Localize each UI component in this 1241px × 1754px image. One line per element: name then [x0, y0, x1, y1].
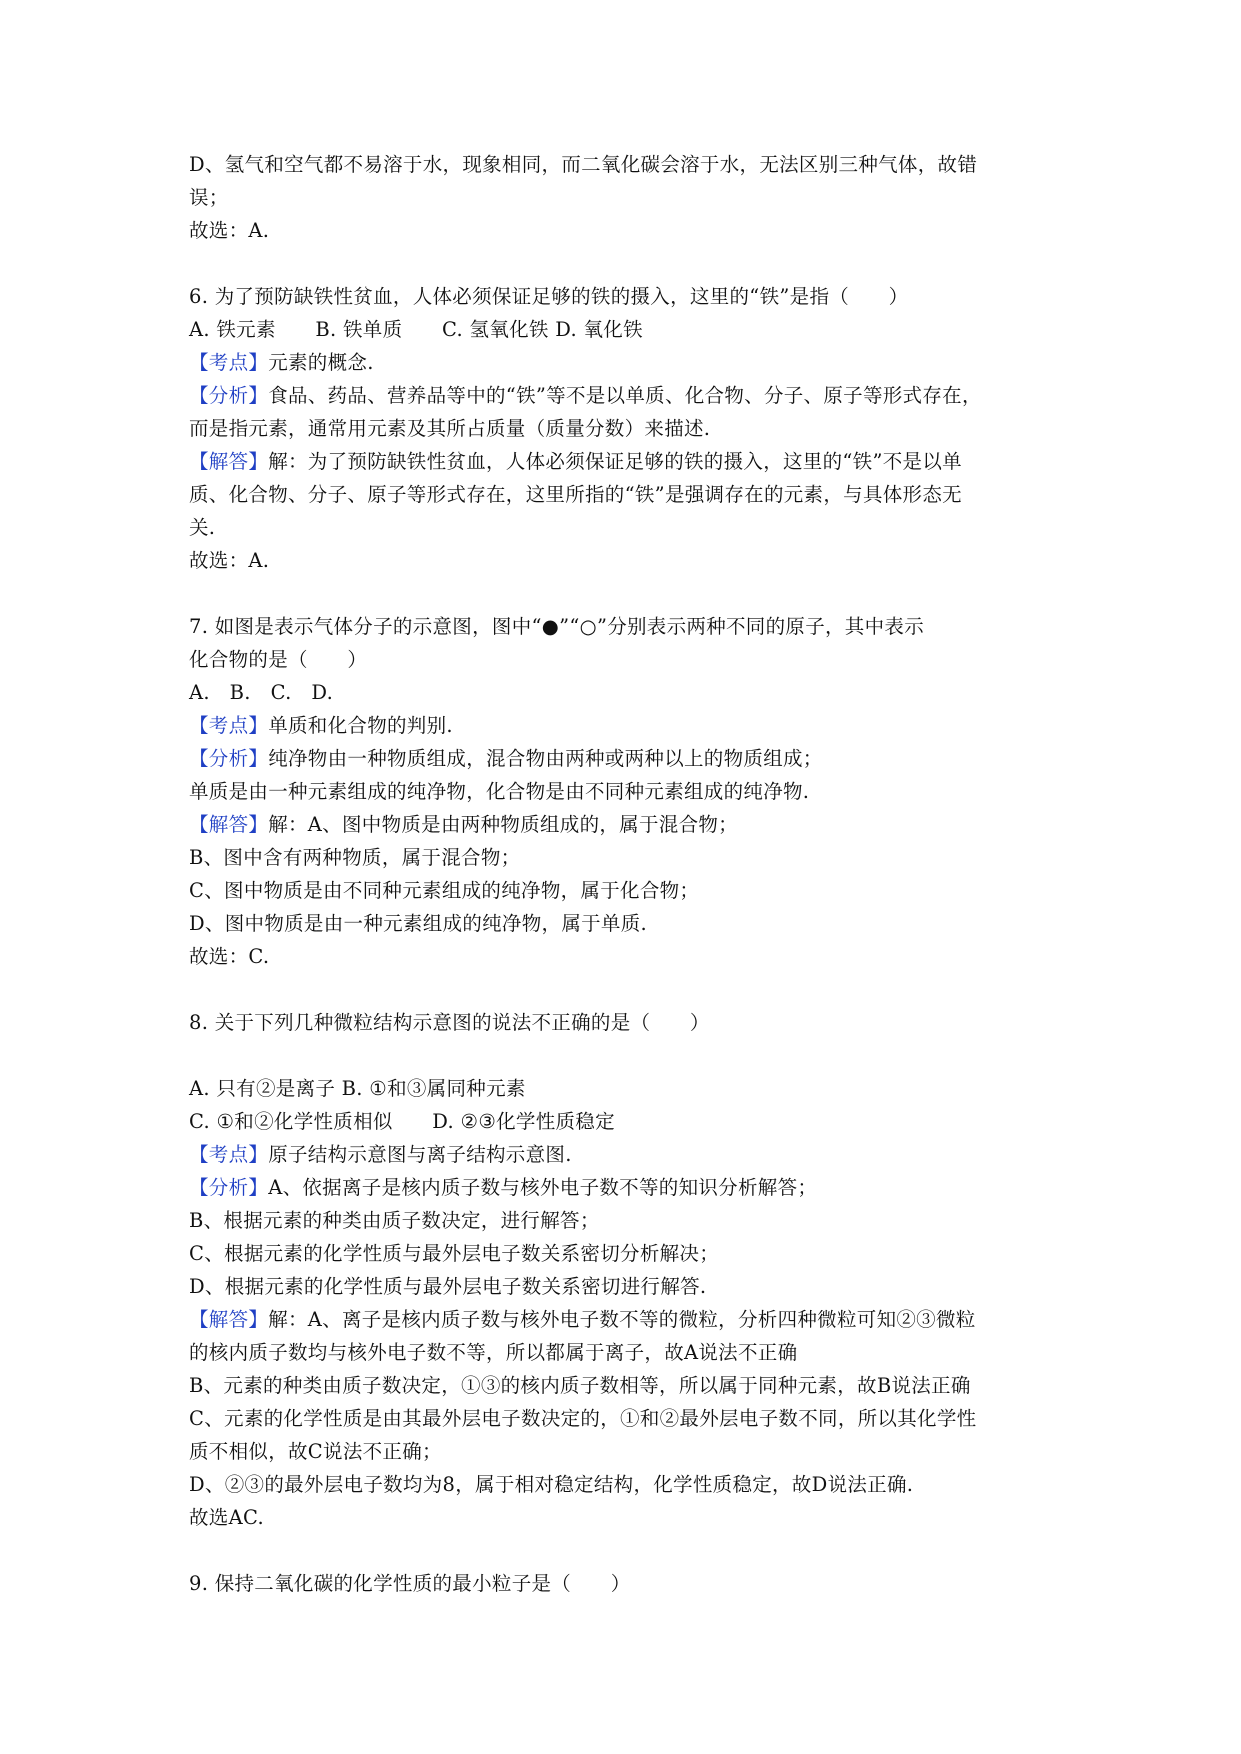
- document-page: [189, 148, 1059, 1600]
- question-8-stem: 8. 关于下列几种微粒结构示意图的说法不正确的是（ ）: [189, 1011, 710, 1034]
- answer-line: 故选：C.: [189, 945, 270, 968]
- fenxi-tag: 【分析】: [189, 747, 269, 770]
- text-line: 的核内质子数均与核外电子数不等，所以都属于离子，故A说法不正确: [189, 1341, 798, 1364]
- question-7-stem: 7. 如图是表示气体分子的示意图，图中“●”“○”分别表示两种不同的原子，其中表示: [189, 615, 925, 638]
- text-line: D、图中物质是由一种元素组成的纯净物，属于单质.: [189, 912, 648, 935]
- jieda-tag: 【解答】: [189, 813, 269, 836]
- fenxi-line: 【分析】食品、药品、营养品等中的“铁”等不是以单质、化合物、分子、原子等形式存在，: [189, 384, 982, 407]
- question-8-options: A. 只有②是离子 B. ①和③属同种元素: [189, 1077, 526, 1100]
- text-line: 单质是由一种元素组成的纯净物，化合物是由不同种元素组成的纯净物.: [189, 780, 810, 803]
- question-7-stem-cont: 化合物的是（ ）: [189, 648, 368, 671]
- text-line: 质不相似，故C说法不正确；: [189, 1440, 442, 1463]
- kaodian-tag: 【考点】: [189, 1143, 269, 1166]
- text-line: 关.: [189, 516, 216, 539]
- fenxi-line: 【分析】纯净物由一种物质组成，混合物由两种或两种以上的物质组成；: [189, 747, 823, 770]
- question-6-options: A. 铁元素 B. 铁单质 C. 氢氧化铁 D. 氧化铁: [189, 318, 643, 341]
- jieda-tag: 【解答】: [189, 450, 269, 473]
- fenxi-tag: 【分析】: [189, 384, 269, 407]
- question-7-options: A. B. C. D.: [189, 681, 334, 704]
- text-line: 质、化合物、分子、原子等形式存在，这里所指的“铁”是强调存在的元素，与具体形态无: [189, 483, 962, 506]
- jieda-line: 【解答】解：A、离子是核内质子数与核外电子数不等的微粒，分析四种微粒可知②③微粒: [189, 1308, 976, 1331]
- text-line: B、图中含有两种物质，属于混合物；: [189, 846, 521, 869]
- fenxi-line: 【分析】A、依据离子是核内质子数与核外电子数不等的知识分析解答；: [189, 1176, 818, 1199]
- text-line: C、图中物质是由不同种元素组成的纯净物，属于化合物；: [189, 879, 700, 902]
- question-9-stem: 9. 保持二氧化碳的化学性质的最小粒子是（ ）: [189, 1572, 631, 1595]
- text-line: 误；: [189, 186, 229, 209]
- text-line: B、根据元素的种类由质子数决定，进行解答；: [189, 1209, 600, 1232]
- jieda-line: 【解答】解：为了预防缺铁性贫血，人体必须保证足够的铁的摄入，这里的“铁”不是以单: [189, 450, 962, 473]
- text-line: 而是指元素，通常用元素及其所占质量（质量分数）来描述.: [189, 417, 711, 440]
- text-line: C、元素的化学性质是由其最外层电子数决定的，①和②最外层电子数不同，所以其化学性: [189, 1407, 977, 1430]
- kaodian-line: 【考点】单质和化合物的判别.: [189, 714, 453, 737]
- answer-line: 故选AC.: [189, 1506, 265, 1529]
- jieda-tag: 【解答】: [189, 1308, 269, 1331]
- kaodian-line: 【考点】原子结构示意图与离子结构示意图.: [189, 1143, 572, 1166]
- kaodian-tag: 【考点】: [189, 714, 269, 737]
- question-6-stem: 6. 为了预防缺铁性贫血，人体必须保证足够的铁的摄入，这里的“铁”是指（ ）: [189, 285, 909, 308]
- text-line: D、②③的最外层电子数均为8，属于相对稳定结构，化学性质稳定，故D说法正确.: [189, 1473, 914, 1496]
- answer-line: 故选：A.: [189, 549, 270, 572]
- text-line: D、根据元素的化学性质与最外层电子数关系密切进行解答.: [189, 1275, 707, 1298]
- text-line: C、根据元素的化学性质与最外层电子数关系密切分析解决；: [189, 1242, 720, 1265]
- kaodian-line: 【考点】元素的概念.: [189, 351, 374, 374]
- kaodian-tag: 【考点】: [189, 351, 269, 374]
- question-8-options-cont: C. ①和②化学性质相似 D. ②③化学性质稳定: [189, 1110, 615, 1133]
- text-line: B、元素的种类由质子数决定，①③的核内质子数相等，所以属于同种元素，故B说法正确: [189, 1374, 971, 1397]
- text-line: D、氢气和空气都不易溶于水，现象相同，而二氧化碳会溶于水，无法区别三种气体，故错: [189, 153, 978, 176]
- jieda-line: 【解答】解：A、图中物质是由两种物质组成的，属于混合物；: [189, 813, 738, 836]
- answer-line: 故选：A.: [189, 219, 270, 242]
- fenxi-tag: 【分析】: [189, 1176, 269, 1199]
